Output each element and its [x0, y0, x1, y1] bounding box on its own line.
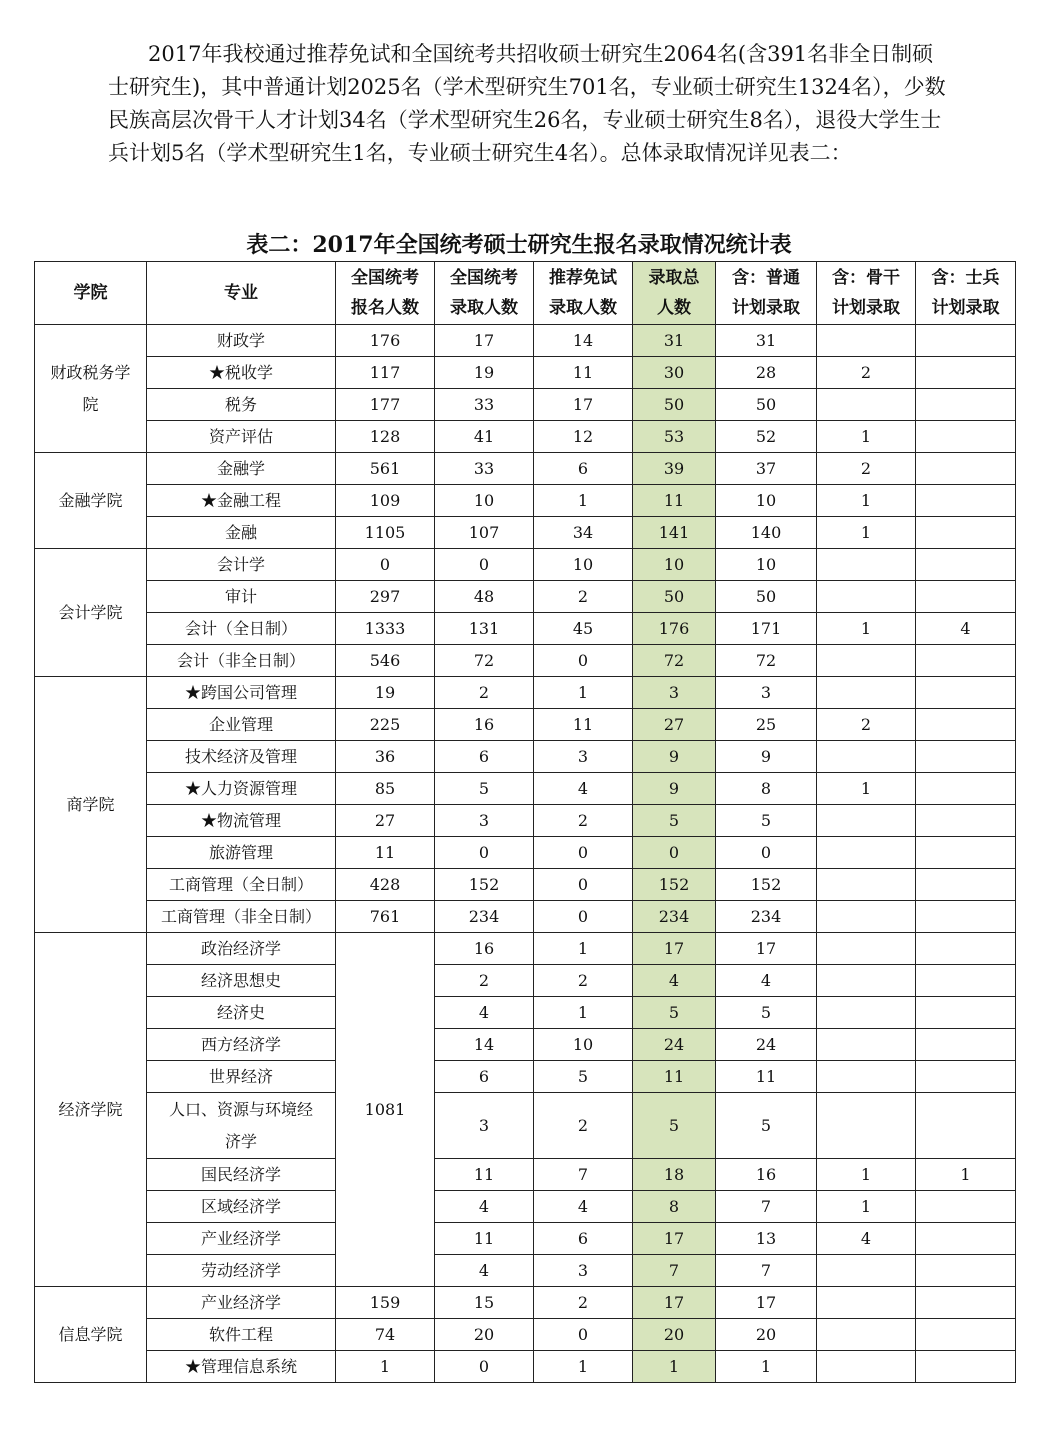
soldier-plan-cell [916, 357, 1016, 389]
table-row [35, 389, 1016, 421]
recommend-admit-cell: 2 [534, 1093, 633, 1159]
admission-table [34, 261, 1016, 1383]
apply-count-cell: 36 [336, 741, 435, 773]
major-cell: 会计（全日制） [147, 613, 336, 645]
core-plan-cell: 1 [817, 485, 916, 517]
apply-count-cell: 1 [336, 1351, 435, 1383]
major-cell: 会计（非全日制） [147, 645, 336, 677]
normal-plan-cell: 72 [716, 645, 817, 677]
recommend-admit-cell: 17 [534, 389, 633, 421]
total-admit-cell: 18 [633, 1159, 716, 1191]
exam-admit-cell: 11 [435, 1159, 534, 1191]
normal-plan-cell: 0 [716, 837, 817, 869]
major-cell: ★跨国公司管理 [147, 677, 336, 709]
recommend-admit-cell: 0 [534, 1319, 633, 1351]
exam-admit-cell: 4 [435, 1255, 534, 1287]
normal-plan-cell: 52 [716, 421, 817, 453]
normal-plan-cell: 8 [716, 773, 817, 805]
normal-plan-cell: 50 [716, 389, 817, 421]
exam-admit-cell: 41 [435, 421, 534, 453]
normal-plan-cell: 3 [716, 677, 817, 709]
total-admit-cell: 24 [633, 1029, 716, 1061]
total-admit-cell: 17 [633, 1223, 716, 1255]
total-admit-cell: 31 [633, 325, 716, 357]
apply-count-cell: 85 [336, 773, 435, 805]
major-cell: 软件工程 [147, 1319, 336, 1351]
table-row [35, 965, 1016, 997]
total-admit-cell: 152 [633, 869, 716, 901]
table-row [35, 549, 1016, 581]
exam-admit-cell: 16 [435, 933, 534, 965]
table-row [35, 325, 1016, 357]
apply-count-cell: 546 [336, 645, 435, 677]
core-plan-cell: 2 [817, 709, 916, 741]
recommend-admit-cell: 1 [534, 677, 633, 709]
total-admit-cell: 5 [633, 805, 716, 837]
core-plan-cell [817, 741, 916, 773]
soldier-plan-cell [916, 485, 1016, 517]
major-cell: 工商管理（非全日制） [147, 901, 336, 933]
major-cell: 区域经济学 [147, 1191, 336, 1223]
table-row [35, 1029, 1016, 1061]
exam-admit-cell: 4 [435, 997, 534, 1029]
header-normal: 含：普通 计划录取 [716, 262, 817, 325]
total-admit-cell: 39 [633, 453, 716, 485]
normal-plan-cell: 31 [716, 325, 817, 357]
core-plan-cell: 2 [817, 357, 916, 389]
table-row [35, 837, 1016, 869]
recommend-admit-cell: 0 [534, 901, 633, 933]
normal-plan-cell: 37 [716, 453, 817, 485]
soldier-plan-cell [916, 901, 1016, 933]
soldier-plan-cell [916, 1319, 1016, 1351]
core-plan-cell: 1 [817, 773, 916, 805]
table-row [35, 869, 1016, 901]
total-admit-cell: 7 [633, 1255, 716, 1287]
normal-plan-cell: 171 [716, 613, 817, 645]
major-cell: 人口、资源与环境经 济学 [147, 1093, 336, 1159]
exam-admit-cell: 16 [435, 709, 534, 741]
exam-admit-cell: 0 [435, 549, 534, 581]
apply-count-cell: 11 [336, 837, 435, 869]
apply-count-cell: 1081 [336, 933, 435, 1287]
table-row [35, 1287, 1016, 1319]
intro-paragraph: 2017年我校通过推荐免试和全国统考共招收硕士研究生2064名(含391名非全日制硕士研究生)，其中普通计划2025名（学术型研究生701名，专业硕士研究生1324名），少数民族高层次骨干人才计划34名（学术型研究生26名，专业硕士研究生8名），退役大学生士兵计划5名（学术型研究生1名，专业硕士研究生4名）。总体录取情况详见表二： [108, 42, 946, 165]
soldier-plan-cell [916, 869, 1016, 901]
apply-count-cell: 109 [336, 485, 435, 517]
table-row [35, 645, 1016, 677]
soldier-plan-cell [916, 933, 1016, 965]
core-plan-cell [817, 1061, 916, 1093]
major-cell: 金融学 [147, 453, 336, 485]
soldier-plan-cell: 1 [916, 1159, 1016, 1191]
recommend-admit-cell: 10 [534, 1029, 633, 1061]
core-plan-cell [817, 389, 916, 421]
table-row [35, 933, 1016, 965]
core-plan-cell [817, 869, 916, 901]
total-admit-cell: 17 [633, 1287, 716, 1319]
total-admit-cell: 10 [633, 549, 716, 581]
apply-count-cell: 561 [336, 453, 435, 485]
exam-admit-cell: 10 [435, 485, 534, 517]
table-row [35, 1223, 1016, 1255]
total-admit-cell: 5 [633, 1093, 716, 1159]
total-admit-cell: 9 [633, 773, 716, 805]
table-row [35, 453, 1016, 485]
apply-count-cell: 1333 [336, 613, 435, 645]
total-admit-cell: 3 [633, 677, 716, 709]
normal-plan-cell: 4 [716, 965, 817, 997]
core-plan-cell [817, 1351, 916, 1383]
normal-plan-cell: 5 [716, 997, 817, 1029]
normal-plan-cell: 152 [716, 869, 817, 901]
table-row [35, 485, 1016, 517]
recommend-admit-cell: 2 [534, 581, 633, 613]
college-cell: 会计学院 [35, 549, 147, 677]
exam-admit-cell: 234 [435, 901, 534, 933]
soldier-plan-cell [916, 1191, 1016, 1223]
core-plan-cell [817, 1319, 916, 1351]
table-row [35, 1319, 1016, 1351]
major-cell: ★人力资源管理 [147, 773, 336, 805]
apply-count-cell: 159 [336, 1287, 435, 1319]
recommend-admit-cell: 11 [534, 709, 633, 741]
header-college: 学院 [35, 262, 147, 325]
soldier-plan-cell [916, 549, 1016, 581]
table-row [35, 421, 1016, 453]
core-plan-cell [817, 645, 916, 677]
soldier-plan-cell [916, 997, 1016, 1029]
recommend-admit-cell: 7 [534, 1159, 633, 1191]
soldier-plan-cell [916, 325, 1016, 357]
soldier-plan-cell [916, 709, 1016, 741]
exam-admit-cell: 72 [435, 645, 534, 677]
apply-count-cell: 428 [336, 869, 435, 901]
recommend-admit-cell: 6 [534, 453, 633, 485]
recommend-admit-cell: 6 [534, 1223, 633, 1255]
soldier-plan-cell [916, 837, 1016, 869]
normal-plan-cell: 28 [716, 357, 817, 389]
recommend-admit-cell: 1 [534, 933, 633, 965]
soldier-plan-cell [916, 453, 1016, 485]
core-plan-cell: 1 [817, 1191, 916, 1223]
core-plan-cell [817, 965, 916, 997]
table-row [35, 1351, 1016, 1383]
soldier-plan-cell [916, 741, 1016, 773]
header-rec: 推荐免试 录取人数 [534, 262, 633, 325]
exam-admit-cell: 3 [435, 1093, 534, 1159]
recommend-admit-cell: 2 [534, 965, 633, 997]
total-admit-cell: 5 [633, 997, 716, 1029]
exam-admit-cell: 3 [435, 805, 534, 837]
exam-admit-cell: 17 [435, 325, 534, 357]
soldier-plan-cell [916, 965, 1016, 997]
recommend-admit-cell: 3 [534, 1255, 633, 1287]
exam-admit-cell: 131 [435, 613, 534, 645]
core-plan-cell [817, 997, 916, 1029]
core-plan-cell: 1 [817, 517, 916, 549]
normal-plan-cell: 5 [716, 805, 817, 837]
major-cell: 产业经济学 [147, 1223, 336, 1255]
apply-count-cell: 1105 [336, 517, 435, 549]
exam-admit-cell: 20 [435, 1319, 534, 1351]
recommend-admit-cell: 11 [534, 357, 633, 389]
recommend-admit-cell: 3 [534, 741, 633, 773]
apply-count-cell: 225 [336, 709, 435, 741]
exam-admit-cell: 6 [435, 1061, 534, 1093]
table-row [35, 901, 1016, 933]
apply-count-cell: 117 [336, 357, 435, 389]
recommend-admit-cell: 4 [534, 773, 633, 805]
exam-admit-cell: 14 [435, 1029, 534, 1061]
major-cell: 会计学 [147, 549, 336, 581]
header-total: 录取总 人数 [633, 262, 716, 325]
recommend-admit-cell: 2 [534, 1287, 633, 1319]
core-plan-cell [817, 1029, 916, 1061]
major-cell: 世界经济 [147, 1061, 336, 1093]
normal-plan-cell: 140 [716, 517, 817, 549]
recommend-admit-cell: 5 [534, 1061, 633, 1093]
soldier-plan-cell [916, 645, 1016, 677]
table-row [35, 517, 1016, 549]
soldier-plan-cell [916, 517, 1016, 549]
normal-plan-cell: 16 [716, 1159, 817, 1191]
total-admit-cell: 176 [633, 613, 716, 645]
table-row [35, 613, 1016, 645]
major-cell: 企业管理 [147, 709, 336, 741]
total-admit-cell: 20 [633, 1319, 716, 1351]
apply-count-cell: 176 [336, 325, 435, 357]
exam-admit-cell: 0 [435, 1351, 534, 1383]
table-row [35, 805, 1016, 837]
exam-admit-cell: 4 [435, 1191, 534, 1223]
college-cell: 金融学院 [35, 453, 147, 549]
recommend-admit-cell: 4 [534, 1191, 633, 1223]
normal-plan-cell: 10 [716, 549, 817, 581]
total-admit-cell: 27 [633, 709, 716, 741]
soldier-plan-cell [916, 1061, 1016, 1093]
soldier-plan-cell [916, 581, 1016, 613]
core-plan-cell: 4 [817, 1223, 916, 1255]
total-admit-cell: 4 [633, 965, 716, 997]
core-plan-cell [817, 837, 916, 869]
soldier-plan-cell [916, 677, 1016, 709]
normal-plan-cell: 20 [716, 1319, 817, 1351]
table-row [35, 997, 1016, 1029]
exam-admit-cell: 15 [435, 1287, 534, 1319]
apply-count-cell: 19 [336, 677, 435, 709]
recommend-admit-cell: 45 [534, 613, 633, 645]
total-admit-cell: 1 [633, 1351, 716, 1383]
core-plan-cell: 1 [817, 1159, 916, 1191]
soldier-plan-cell [916, 1255, 1016, 1287]
recommend-admit-cell: 1 [534, 485, 633, 517]
core-plan-cell [817, 677, 916, 709]
recommend-admit-cell: 2 [534, 805, 633, 837]
total-admit-cell: 30 [633, 357, 716, 389]
apply-count-cell: 0 [336, 549, 435, 581]
major-cell: 经济思想史 [147, 965, 336, 997]
exam-admit-cell: 19 [435, 357, 534, 389]
total-admit-cell: 8 [633, 1191, 716, 1223]
exam-admit-cell: 152 [435, 869, 534, 901]
major-cell: 劳动经济学 [147, 1255, 336, 1287]
recommend-admit-cell: 12 [534, 421, 633, 453]
recommend-admit-cell: 1 [534, 1351, 633, 1383]
normal-plan-cell: 13 [716, 1223, 817, 1255]
major-cell: 审计 [147, 581, 336, 613]
normal-plan-cell: 1 [716, 1351, 817, 1383]
total-admit-cell: 0 [633, 837, 716, 869]
normal-plan-cell: 7 [716, 1255, 817, 1287]
soldier-plan-cell [916, 805, 1016, 837]
normal-plan-cell: 10 [716, 485, 817, 517]
normal-plan-cell: 25 [716, 709, 817, 741]
recommend-admit-cell: 0 [534, 645, 633, 677]
exam-admit-cell: 0 [435, 837, 534, 869]
normal-plan-cell: 17 [716, 1287, 817, 1319]
table-row [35, 581, 1016, 613]
total-admit-cell: 50 [633, 389, 716, 421]
soldier-plan-cell [916, 773, 1016, 805]
total-admit-cell: 50 [633, 581, 716, 613]
core-plan-cell [817, 1255, 916, 1287]
table-body [35, 325, 1016, 1383]
soldier-plan-cell [916, 1223, 1016, 1255]
exam-admit-cell: 2 [435, 965, 534, 997]
header-exam: 全国统考 录取人数 [435, 262, 534, 325]
core-plan-cell [817, 581, 916, 613]
apply-count-cell: 177 [336, 389, 435, 421]
major-cell: 经济史 [147, 997, 336, 1029]
exam-admit-cell: 33 [435, 389, 534, 421]
normal-plan-cell: 234 [716, 901, 817, 933]
total-admit-cell: 11 [633, 1061, 716, 1093]
major-cell: ★税收学 [147, 357, 336, 389]
major-cell: 西方经济学 [147, 1029, 336, 1061]
major-cell: 税务 [147, 389, 336, 421]
core-plan-cell [817, 325, 916, 357]
total-admit-cell: 9 [633, 741, 716, 773]
soldier-plan-cell [916, 1029, 1016, 1061]
apply-count-cell: 128 [336, 421, 435, 453]
major-cell: 工商管理（全日制） [147, 869, 336, 901]
exam-admit-cell: 11 [435, 1223, 534, 1255]
total-admit-cell: 234 [633, 901, 716, 933]
recommend-admit-cell: 1 [534, 997, 633, 1029]
normal-plan-cell: 9 [716, 741, 817, 773]
recommend-admit-cell: 34 [534, 517, 633, 549]
apply-count-cell: 27 [336, 805, 435, 837]
core-plan-cell: 2 [817, 453, 916, 485]
table-row [35, 1255, 1016, 1287]
exam-admit-cell: 5 [435, 773, 534, 805]
normal-plan-cell: 24 [716, 1029, 817, 1061]
table-row [35, 709, 1016, 741]
major-cell: ★管理信息系统 [147, 1351, 336, 1383]
table-title: 表二：2017年全国统考硕士研究生报名录取情况统计表 [246, 232, 792, 258]
apply-count-cell: 297 [336, 581, 435, 613]
core-plan-cell [817, 1093, 916, 1159]
soldier-plan-cell [916, 389, 1016, 421]
soldier-plan-cell [916, 1093, 1016, 1159]
normal-plan-cell: 17 [716, 933, 817, 965]
table-header-row [35, 262, 1016, 325]
table-row [35, 1159, 1016, 1191]
table-row [35, 741, 1016, 773]
header-core: 含：骨干 计划录取 [817, 262, 916, 325]
core-plan-cell [817, 549, 916, 581]
major-cell: 旅游管理 [147, 837, 336, 869]
major-cell: ★金融工程 [147, 485, 336, 517]
major-cell: 技术经济及管理 [147, 741, 336, 773]
core-plan-cell [817, 933, 916, 965]
table-row [35, 357, 1016, 389]
exam-admit-cell: 48 [435, 581, 534, 613]
exam-admit-cell: 107 [435, 517, 534, 549]
normal-plan-cell: 50 [716, 581, 817, 613]
recommend-admit-cell: 0 [534, 869, 633, 901]
college-cell: 财政税务学 院 [35, 325, 147, 453]
total-admit-cell: 11 [633, 485, 716, 517]
core-plan-cell: 1 [817, 421, 916, 453]
table-row [35, 773, 1016, 805]
normal-plan-cell: 7 [716, 1191, 817, 1223]
table-row [35, 1093, 1016, 1159]
exam-admit-cell: 33 [435, 453, 534, 485]
major-cell: 财政学 [147, 325, 336, 357]
major-cell: ★物流管理 [147, 805, 336, 837]
total-admit-cell: 53 [633, 421, 716, 453]
total-admit-cell: 72 [633, 645, 716, 677]
core-plan-cell [817, 1287, 916, 1319]
soldier-plan-cell: 4 [916, 613, 1016, 645]
major-cell: 政治经济学 [147, 933, 336, 965]
major-cell: 国民经济学 [147, 1159, 336, 1191]
header-apply: 全国统考 报名人数 [336, 262, 435, 325]
soldier-plan-cell [916, 1351, 1016, 1383]
recommend-admit-cell: 0 [534, 837, 633, 869]
college-cell: 商学院 [35, 677, 147, 933]
exam-admit-cell: 6 [435, 741, 534, 773]
recommend-admit-cell: 14 [534, 325, 633, 357]
major-cell: 金融 [147, 517, 336, 549]
normal-plan-cell: 11 [716, 1061, 817, 1093]
core-plan-cell [817, 805, 916, 837]
major-cell: 产业经济学 [147, 1287, 336, 1319]
header-major: 专业 [147, 262, 336, 325]
college-cell: 经济学院 [35, 933, 147, 1287]
soldier-plan-cell [916, 421, 1016, 453]
core-plan-cell [817, 901, 916, 933]
total-admit-cell: 141 [633, 517, 716, 549]
college-cell: 信息学院 [35, 1287, 147, 1383]
table-row [35, 677, 1016, 709]
normal-plan-cell: 5 [716, 1093, 817, 1159]
soldier-plan-cell [916, 1287, 1016, 1319]
table-row [35, 1191, 1016, 1223]
table-row [35, 1061, 1016, 1093]
apply-count-cell: 74 [336, 1319, 435, 1351]
apply-count-cell: 761 [336, 901, 435, 933]
core-plan-cell: 1 [817, 613, 916, 645]
exam-admit-cell: 2 [435, 677, 534, 709]
total-admit-cell: 17 [633, 933, 716, 965]
recommend-admit-cell: 10 [534, 549, 633, 581]
major-cell: 资产评估 [147, 421, 336, 453]
header-soldier: 含：士兵 计划录取 [916, 262, 1016, 325]
